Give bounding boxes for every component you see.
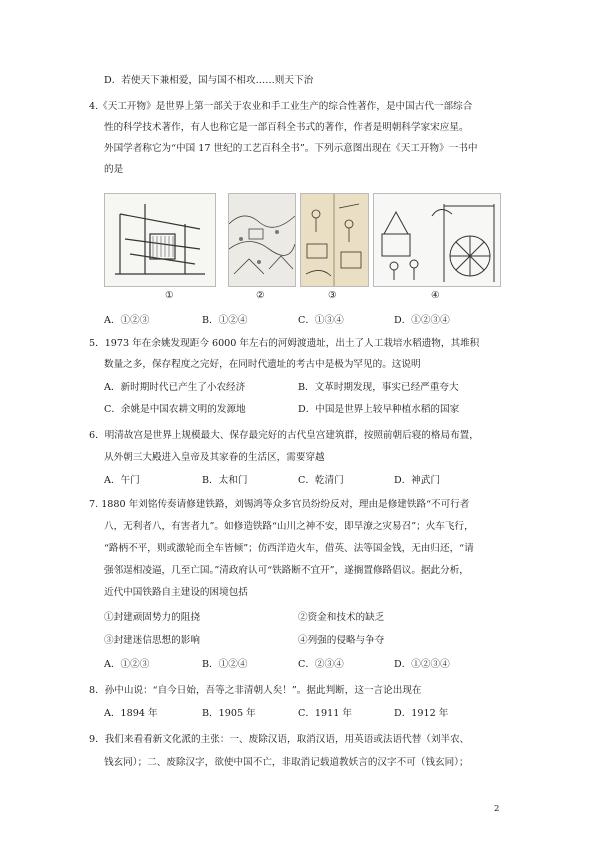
q8-options bbox=[104, 707, 504, 720]
figure-2-caption: ② bbox=[256, 290, 265, 301]
q6-options bbox=[104, 474, 504, 487]
q6-option-b: B．太和门 bbox=[202, 475, 248, 486]
q7-items-row-2 bbox=[104, 634, 504, 647]
q6-option-c: C．乾清门 bbox=[298, 475, 344, 486]
q5-option-d: D．中国是世界上较早种植水稻的国家 bbox=[298, 404, 460, 415]
figure-1-caption: ① bbox=[165, 290, 174, 301]
q4-options bbox=[104, 314, 504, 327]
q8-option-a: A．1894 年 bbox=[104, 708, 158, 719]
q7-line-4: 强邻逞相凌逼，几至亡国。”清政府认可“铁路断不宜开”，遂搁置修路倡议。据此分析， bbox=[104, 565, 469, 576]
q7-line-5: 近代中国铁路自主建设的困境包括 bbox=[104, 587, 248, 598]
q6-line-2: 从外朝三大殿进入皇帝及其家眷的生活区，需要穿越 bbox=[104, 452, 325, 463]
q7-line-1: 7. 1880 年刘铭传奏请修建铁路，刘锡鸿等众多官员纷纷反对，理由是修建铁路“不可行者 bbox=[89, 499, 470, 510]
q5-line-1: 5．1973 年在余姚发现距今 6000 年左右的河姆渡遗址，出土了人工栽培水稻遗物，其堆积 bbox=[89, 338, 480, 349]
q8-option-d: D．1912 年 bbox=[394, 708, 449, 719]
figure-landscape-image bbox=[228, 193, 296, 287]
q7-item-3: ③封建迷信思想的影响 bbox=[104, 635, 200, 646]
q8-option-b: B．1905 年 bbox=[202, 708, 256, 719]
figure-3-caption: ③ bbox=[328, 290, 337, 301]
q7-line-3: “路柄不平，则或激轮而全车皆倾”；仿西洋造火车，借英、法等国金钱，无由归还，“请 bbox=[104, 543, 474, 554]
figure-workers-image bbox=[300, 193, 369, 287]
q8-line-1: 8．孙中山说：“自今日始，吾等之非清朝人矣！”。据此判断，这一言论出现在 bbox=[89, 685, 422, 696]
q5-option-c: C．余姚是中国农耕文明的发源地 bbox=[104, 404, 246, 415]
q7-item-2: ②资金和技术的缺乏 bbox=[298, 612, 385, 623]
q3-option-d: D．若使天下兼相爱，国与国不相攻……则天下治 bbox=[104, 75, 314, 86]
q7-line-2: 八，无利者八，有害者九”。如修造铁路“山川之神不安，即旱潦之灾易召”；火车飞行， bbox=[104, 521, 474, 532]
page-number: 2 bbox=[494, 804, 500, 814]
q7-option-c: C．②③④ bbox=[298, 659, 344, 670]
q8-option-c: C．1911 年 bbox=[298, 708, 352, 719]
q4-option-a: A．①②③ bbox=[104, 315, 150, 326]
q9-line-1: 9．我们来看看新文化派的主张：一、废除汉语，取消汉语，用英语或法语代替（刘半农、 bbox=[89, 734, 470, 745]
q4-option-c: C．①③④ bbox=[298, 315, 344, 326]
q5-line-2: 数量之多，保存程度之完好，在同时代遗址的考古中是极为罕见的。这说明 bbox=[104, 359, 421, 370]
q5-option-b: B．文革时期发现，事实已经严重夸大 bbox=[298, 382, 459, 393]
q7-item-4: ④列强的侵略与争夺 bbox=[298, 635, 385, 646]
q7-option-d: D．①②③④ bbox=[394, 659, 450, 670]
q4-line-1: 4.《天工开物》是世界上第一部关于农业和手工业生产的综合性著作，是中国古代一部综合 bbox=[89, 101, 473, 112]
q4-option-b: B．①②④ bbox=[202, 315, 248, 326]
q4-option-d: D．①②③④ bbox=[394, 315, 450, 326]
q7-item-1: ①封建顽固势力的阻挠 bbox=[104, 612, 200, 623]
q6-option-d: D．神武门 bbox=[394, 475, 441, 486]
q6-line-1: 6．明清故宫是世界上规模最大、保存最完好的古代皇宫建筑群，按照前朝后寝的格局布置， bbox=[89, 430, 479, 441]
q6-option-a: A．午门 bbox=[104, 475, 140, 486]
q7-option-b: B．①②④ bbox=[202, 659, 248, 670]
q7-items-row-1 bbox=[104, 611, 504, 624]
q4-line-2: 性的科学技术著作，有人也称它是一部百科全书式的著作，作者是明朝科学家宋应星。 bbox=[104, 122, 469, 133]
q7-options bbox=[104, 658, 504, 671]
q4-line-4: 的是 bbox=[104, 164, 124, 175]
q9-line-2: 钱玄同）；二、废除汉字，欲使中国不亡，非取消记载道教妖言的汉字不可（钱玄同）； bbox=[104, 757, 469, 768]
q5-option-a: A．新时期时代已产生了小农经济 bbox=[104, 382, 246, 393]
figure-waterwheel-image bbox=[373, 193, 501, 287]
q5-options-row-2 bbox=[104, 403, 504, 416]
q4-line-3: 外国学者称它为“中国 17 世纪的工艺百科全书”。下列示意图出现在《天工开物》一书中 bbox=[104, 143, 478, 154]
q7-option-a: A．①②③ bbox=[104, 659, 150, 670]
figure-loom-image bbox=[104, 193, 216, 287]
q5-options-row-1 bbox=[104, 381, 504, 394]
figure-4-caption: ④ bbox=[431, 290, 440, 301]
